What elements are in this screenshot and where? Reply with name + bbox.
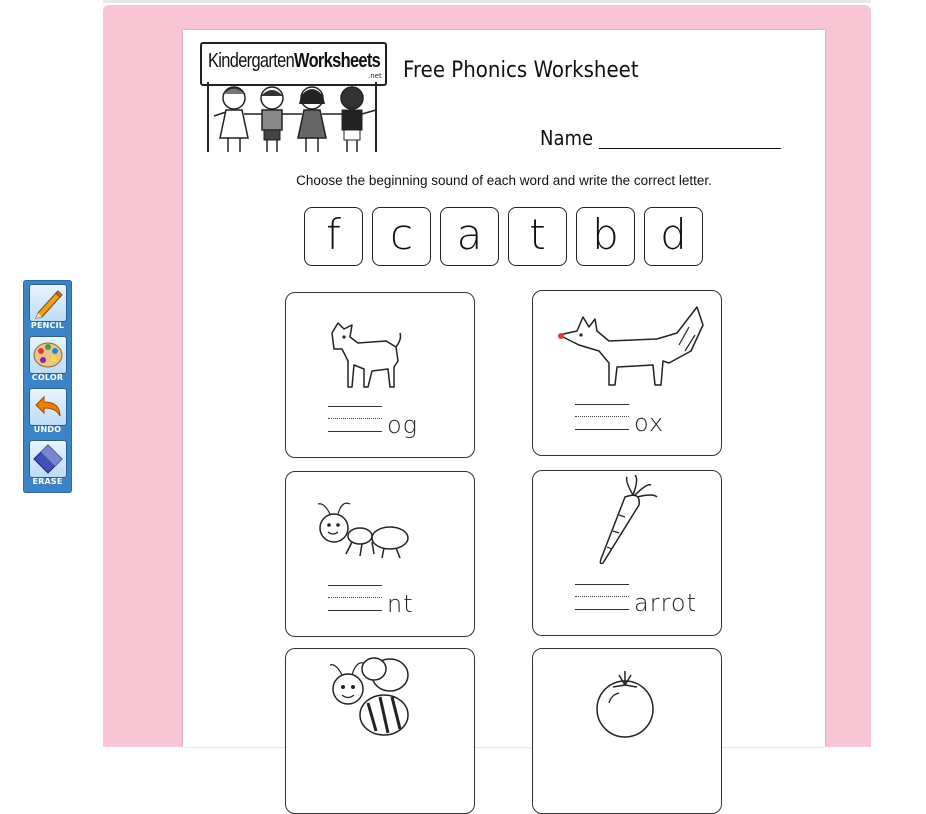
worksheet-page[interactable]: KindergartenWorksheets .net Free Phonics Worksheet Name Choose the beginning sound of each word and write the correct letter. f c a t b d og ox nt arrot bbox=[183, 30, 825, 747]
carrot-image bbox=[595, 475, 661, 567]
ant-image bbox=[316, 498, 412, 562]
letter-choice: t bbox=[508, 207, 567, 266]
letter-choice: d bbox=[644, 207, 703, 266]
bee-image bbox=[324, 655, 424, 749]
name-label: Name bbox=[540, 126, 594, 150]
pencil-button[interactable]: PENCIL bbox=[26, 282, 69, 332]
fox-image bbox=[557, 305, 707, 391]
erase-button[interactable]: ERASE bbox=[26, 438, 69, 488]
word-ending: nt bbox=[387, 590, 414, 618]
word-ending: og bbox=[387, 411, 419, 439]
letter-choice: c bbox=[372, 207, 431, 266]
dog-image bbox=[324, 319, 404, 391]
eraser-icon bbox=[29, 440, 67, 478]
word-card-dog bbox=[285, 292, 475, 458]
instructions: Choose the beginning sound of each word and write the correct letter. bbox=[296, 173, 712, 188]
word-card-ant bbox=[285, 471, 475, 637]
tomato-image bbox=[591, 671, 659, 741]
word-card-fox bbox=[532, 290, 722, 456]
color-button[interactable]: COLOR bbox=[26, 334, 69, 384]
word-card-carrot bbox=[532, 470, 722, 636]
word-ending: ox bbox=[634, 409, 665, 437]
kids-holding-sign-image bbox=[200, 82, 390, 158]
name-write-line[interactable] bbox=[599, 148, 781, 149]
letter-choice: a bbox=[440, 207, 499, 266]
word-ending: arrot bbox=[634, 589, 698, 617]
letter-choice: f bbox=[304, 207, 363, 266]
top-divider bbox=[103, 0, 871, 3]
palette-icon bbox=[29, 336, 67, 374]
drawing-toolbar bbox=[23, 280, 72, 493]
word-card-bee bbox=[285, 648, 475, 814]
worksheet-title: Free Phonics Worksheet bbox=[403, 58, 639, 83]
pencil-icon bbox=[29, 284, 67, 322]
letter-choice: b bbox=[576, 207, 635, 266]
word-card-tomato bbox=[532, 648, 722, 814]
undo-button[interactable]: UNDO bbox=[26, 386, 69, 436]
undo-icon bbox=[29, 388, 67, 426]
